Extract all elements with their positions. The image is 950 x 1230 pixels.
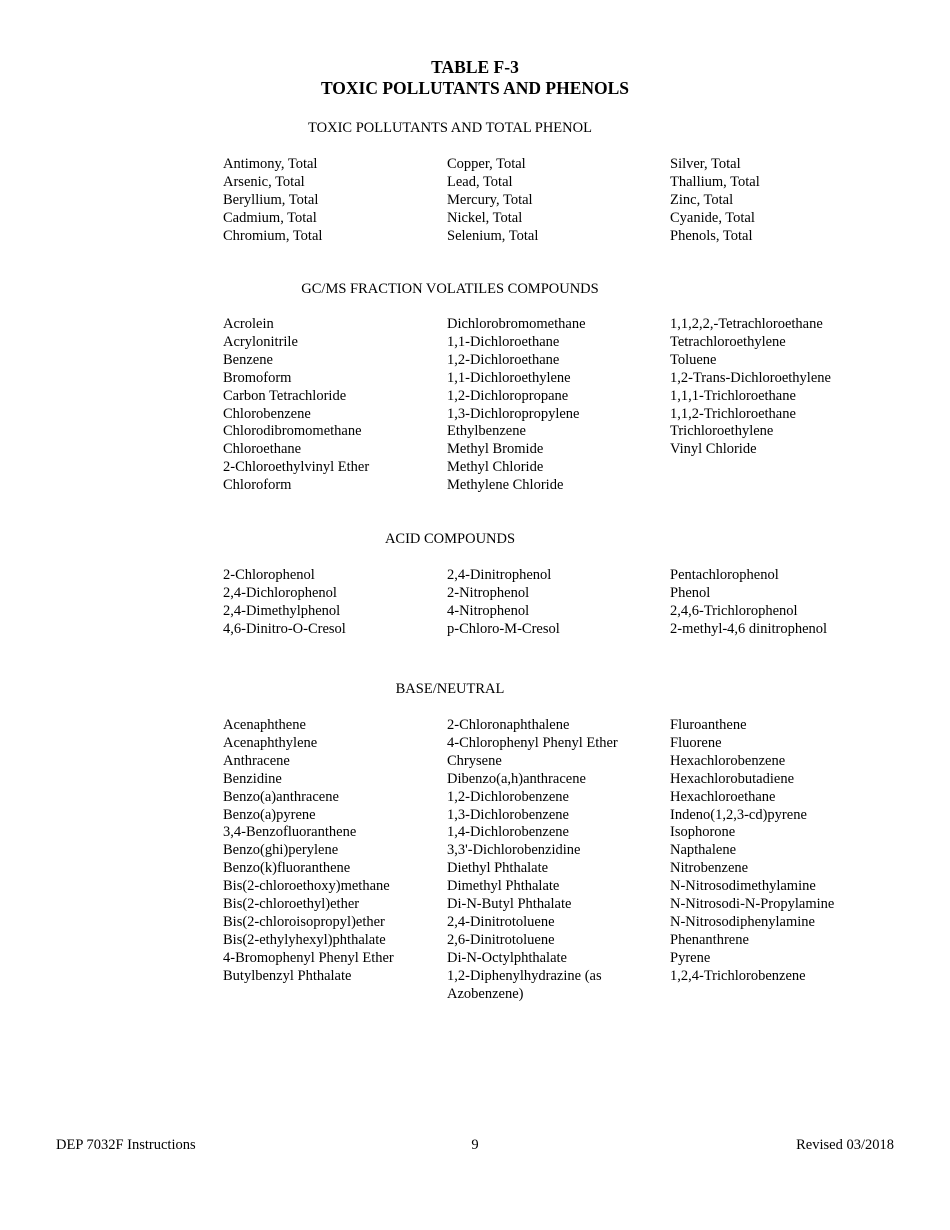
list-item: 2-Chloronaphthalene (447, 717, 570, 733)
list-item: 4,6-Dinitro-O-Cresol (223, 620, 346, 637)
list-item: 1,2-Dichloropropane (447, 387, 569, 404)
list-column (670, 567, 900, 639)
list-item: Benzo(ghi)perylene (223, 842, 339, 859)
list-item: Pentachlorophenol (670, 567, 779, 583)
list-item: Lead, Total (447, 173, 513, 190)
list-item: Bis(2-chloroisopropyl)ether (223, 913, 385, 930)
list-item: 2-Chlorophenol (223, 567, 315, 583)
list-item: Acenaphthylene (223, 734, 318, 751)
list-item: Fluroanthene (670, 717, 747, 733)
list-item: 2,4,6-Trichlorophenol (670, 602, 798, 619)
list-item: Silver, Total (670, 156, 741, 172)
list-item: Vinyl Chloride (670, 441, 757, 458)
list-item: Phenanthrene (670, 931, 749, 948)
section-heading-volatiles: GC/MS FRACTION VOLATILES COMPOUNDS (301, 281, 599, 297)
list-item: 3,4-Benzofluoranthene (223, 824, 357, 841)
list-item: 2-Nitrophenol (447, 584, 530, 601)
list-item: 2,4-Dichlorophenol (223, 584, 337, 601)
list-item: Selenium, Total (447, 227, 539, 244)
list-item: p-Chloro-M-Cresol (447, 620, 560, 637)
list-item: Hexachloroethane (670, 788, 776, 805)
list-item: 2-methyl-4,6 dinitrophenol (670, 620, 828, 637)
list-item: Nickel, Total (447, 209, 523, 226)
list-item: Methylene Chloride (447, 477, 564, 494)
list-item: Benzo(a)anthracene (223, 788, 339, 805)
list-item: Carbon Tetrachloride (223, 387, 347, 404)
list-item: Arsenic, Total (223, 173, 305, 190)
list-item: 1,1-Dichloroethane (447, 333, 560, 350)
list-item: 3,3'-Dichlorobenzidine (447, 842, 581, 859)
page-title (0, 57, 950, 99)
list-item: Methyl Chloride (447, 459, 544, 476)
list-column (223, 717, 438, 986)
list-item: Butylbenzyl Phthalate (223, 967, 352, 984)
list-item: 1,2-Diphenylhydrazine (as Azobenzene) (447, 967, 602, 1002)
list-item: Mercury, Total (447, 191, 533, 208)
list-item: 1,2-Dichlorobenzene (447, 788, 569, 805)
list-column (670, 156, 900, 246)
list-column (447, 567, 662, 639)
list-item: 1,2-Dichloroethane (447, 351, 560, 368)
list-column (223, 567, 438, 639)
list-item: 1,3-Dichloropropylene (447, 405, 580, 422)
list-item: Chlorobenzene (223, 405, 311, 422)
list-item: N-Nitrosodiphenylamine (670, 913, 815, 930)
list-item: Chrysene (447, 752, 502, 769)
list-item: Bromoform (223, 369, 292, 386)
list-item: Acrylonitrile (223, 333, 298, 350)
footer-form-name: DEP 7032F Instructions (56, 1137, 196, 1153)
list-item: 2,6-Dinitrotoluene (447, 931, 555, 948)
list-item: Thallium, Total (670, 173, 760, 190)
list-item: Antimony, Total (223, 156, 318, 172)
list-item: 1,4-Dichlorobenzene (447, 824, 569, 841)
list-item: Toluene (670, 351, 717, 368)
list-item: Methyl Bromide (447, 441, 544, 458)
list-item: 2-Chloroethylvinyl Ether (223, 459, 370, 476)
list-column (670, 316, 900, 459)
list-item: Bis(2-ethylyhexyl)phthalate (223, 931, 386, 948)
list-item: Dichlorobromomethane (447, 316, 586, 332)
list-item: N-Nitrosodi-N-Propylamine (670, 896, 835, 913)
list-item: 1,1,1-Trichloroethane (670, 387, 796, 404)
table-title: TOXIC POLLUTANTS AND PHENOLS (320, 78, 630, 98)
footer-page-number: 9 (471, 1137, 479, 1153)
footer-revision-date: Revised 03/2018 (796, 1137, 894, 1153)
list-column (670, 717, 900, 986)
list-item: Benzidine (223, 770, 282, 787)
list-item: Acrolein (223, 316, 274, 332)
list-item: 4-Chlorophenyl Phenyl Ether (447, 734, 618, 751)
list-item: Chromium, Total (223, 227, 323, 244)
list-item: Tetrachloroethylene (670, 333, 786, 350)
list-item: N-Nitrosodimethylamine (670, 878, 816, 895)
list-item: 1,2-Trans-Dichloroethylene (670, 369, 831, 386)
list-item: Cyanide, Total (670, 209, 755, 226)
list-item: Zinc, Total (670, 191, 734, 208)
list-item: 1,2,4-Trichlorobenzene (670, 967, 806, 984)
list-column (447, 156, 662, 246)
list-item: 4-Bromophenyl Phenyl Ether (223, 949, 394, 966)
list-column (447, 717, 662, 1004)
list-item: Diethyl Phthalate (447, 860, 549, 877)
section-heading-acid-compounds: ACID COMPOUNDS (384, 531, 516, 547)
list-item: Dibenzo(a,h)anthracene (447, 770, 586, 787)
list-item: Pyrene (670, 949, 711, 966)
list-item: Phenol (670, 584, 711, 601)
list-item: Trichloroethylene (670, 423, 774, 440)
list-item: Fluorene (670, 734, 722, 751)
list-item: Hexachlorobutadiene (670, 770, 795, 787)
list-item: Cadmium, Total (223, 209, 317, 226)
list-item: 1,1,2-Trichloroethane (670, 405, 796, 422)
list-item: Beryllium, Total (223, 191, 319, 208)
list-item: Isophorone (670, 824, 736, 841)
list-item: Di-N-Butyl Phthalate (447, 896, 572, 913)
table-number: TABLE F-3 (431, 57, 519, 77)
list-item: Anthracene (223, 752, 290, 769)
list-item: Napthalene (670, 842, 737, 859)
list-item: Chlorodibromomethane (223, 423, 362, 440)
list-column (447, 316, 662, 495)
list-item: Phenols, Total (670, 227, 753, 244)
list-item: Ethylbenzene (447, 423, 526, 440)
list-item: Di-N-Octylphthalate (447, 949, 567, 966)
list-item: Hexachlorobenzene (670, 752, 786, 769)
section-heading-toxic-pollutants: TOXIC POLLUTANTS AND TOTAL PHENOL (308, 120, 592, 136)
list-item: Bis(2-chloroethyl)ether (223, 896, 360, 913)
list-item: Dimethyl Phthalate (447, 878, 560, 895)
list-item: Copper, Total (447, 156, 526, 172)
list-column (223, 156, 438, 246)
list-item: Indeno(1,2,3-cd)pyrene (670, 806, 807, 823)
list-item: Benzene (223, 351, 273, 368)
list-column (223, 316, 438, 495)
list-item: Chloroform (223, 477, 292, 494)
list-item: Benzo(a)pyrene (223, 806, 316, 823)
list-item: 1,3-Dichlorobenzene (447, 806, 569, 823)
list-item: Chloroethane (223, 441, 302, 458)
section-heading-base-neutral: BASE/NEUTRAL (395, 681, 505, 697)
list-item: Acenaphthene (223, 717, 306, 733)
list-item: 2,4-Dinitrophenol (447, 567, 552, 583)
list-item: Nitrobenzene (670, 860, 749, 877)
list-item: Bis(2-chloroethoxy)methane (223, 878, 390, 895)
list-item: 2,4-Dinitrotoluene (447, 913, 555, 930)
list-item: 2,4-Dimethylphenol (223, 602, 341, 619)
list-item: 1,1-Dichloroethylene (447, 369, 571, 386)
list-item: 1,1,2,2,-Tetrachloroethane (670, 316, 823, 332)
list-item: 4-Nitrophenol (447, 602, 530, 619)
list-item: Benzo(k)fluoranthene (223, 860, 351, 877)
